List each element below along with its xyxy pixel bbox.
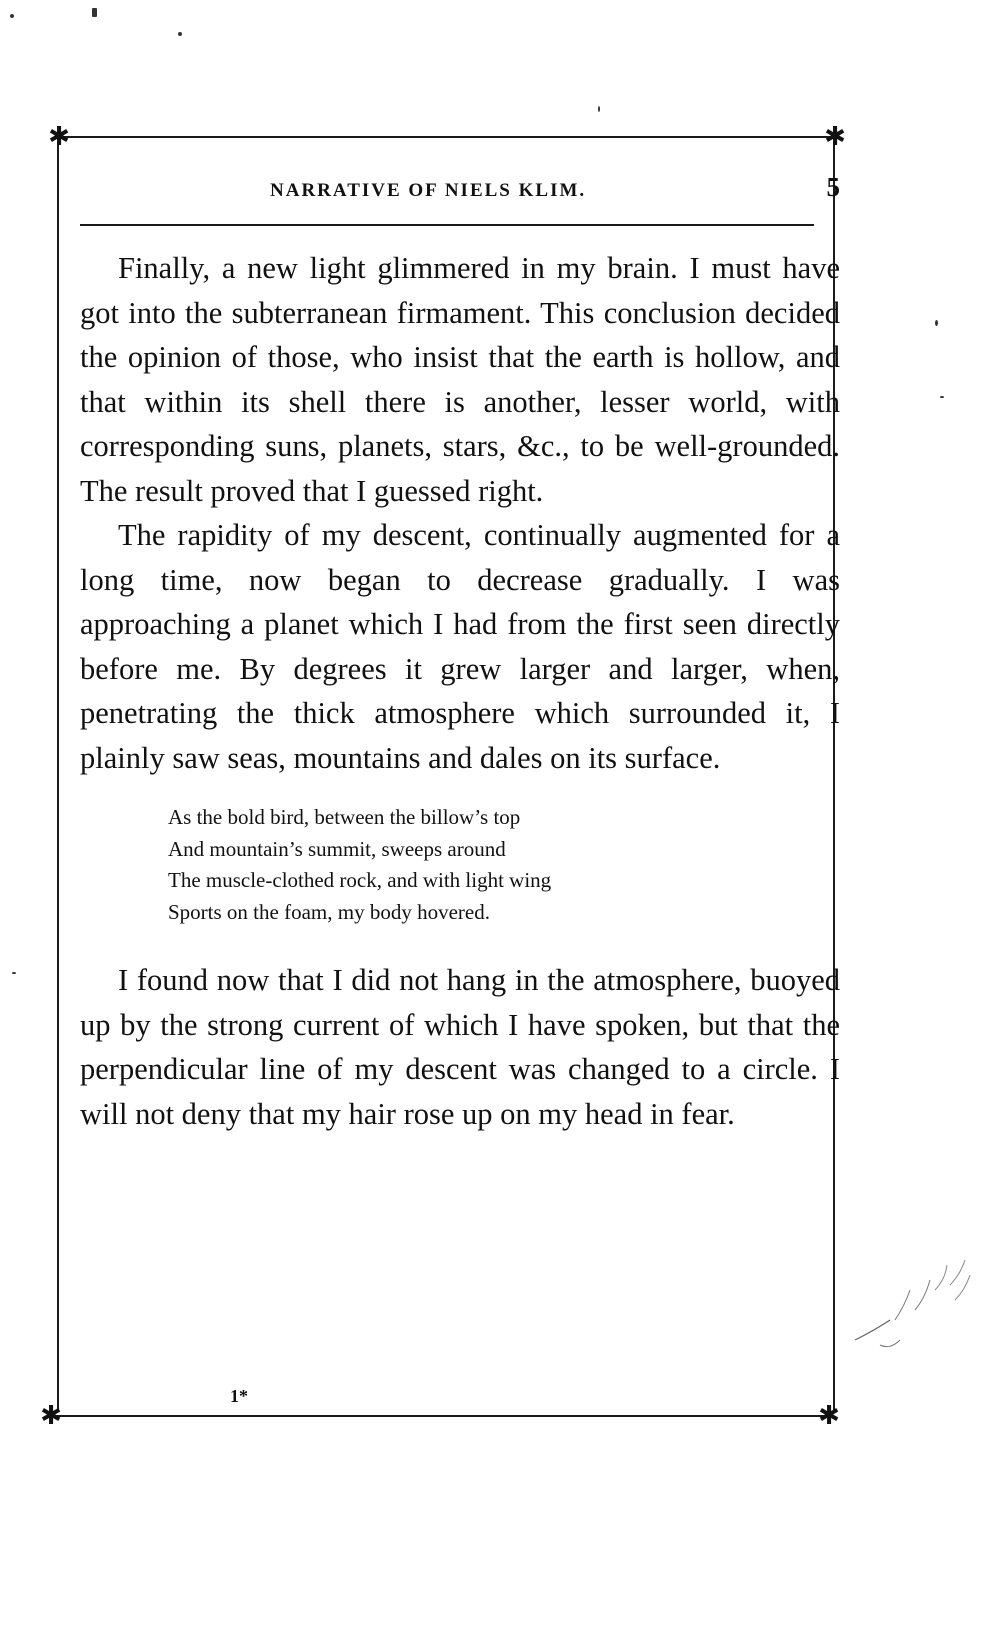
- paragraph: I found now that I did not hang in the atmosphere, buoyed up by the strong current of which I have spoken, but that the perpendicular line of my descent was changed to a circle. I will not deny that my hair rose up on my head in fear.: [80, 963, 840, 1131]
- page-header: [80, 172, 848, 212]
- corner-star-top-left: ✱: [48, 122, 70, 152]
- bottom-border-rule: [52, 1415, 828, 1417]
- corner-star-bottom-right: ✱: [818, 1401, 840, 1431]
- left-border-rule: [57, 142, 59, 1410]
- paragraph: Finally, a new light glimmered in my brain. I must have got into the subterranean firmament. This conclusion decided the opinion of those, who insist that the earth is hollow, and that within its shell there is another, lesser world, with corresponding suns, planets, stars, &c., to be well-grounded. The result proved that I guessed right.: [80, 251, 840, 508]
- scan-speck: [935, 320, 938, 326]
- page-number: 5: [826, 172, 840, 202]
- verse-quotation: [168, 802, 840, 928]
- scan-speck: [940, 396, 944, 398]
- scan-speck: [10, 14, 14, 18]
- verse-line: Sports on the foam, my body hovered.: [168, 899, 490, 924]
- top-border-rule: [62, 136, 836, 138]
- scan-speck: [178, 32, 182, 36]
- header-underline-rule: [80, 224, 814, 226]
- margin-pencil-marks: [855, 1250, 985, 1380]
- verse-line: As the bold bird, between the billow’s top: [168, 805, 521, 829]
- scan-speck: [92, 8, 97, 17]
- body-text: [80, 246, 840, 1136]
- paragraph: The rapidity of my descent, continually augmented for a long time, now began to decrease gradually. I was approaching a planet which I had from the first seen directly before me. By degrees it grew larger and larger, when, penetrating the thick atmosphere which surrounded it, I plainly saw seas, mountains and dales on its surface.: [80, 518, 840, 775]
- verse-line: And mountain’s summit, sweeps around: [168, 836, 506, 861]
- scan-speck: [598, 106, 600, 112]
- corner-star-bottom-left: ✱: [40, 1401, 62, 1431]
- scan-speck: [12, 972, 16, 974]
- verse-line: The muscle-clothed rock, and with light wing: [168, 868, 552, 892]
- signature-mark: 1*: [230, 1386, 248, 1406]
- corner-star-top-right: ✱: [824, 122, 846, 152]
- running-head: NARRATIVE OF NIELS KLIM.: [270, 180, 587, 201]
